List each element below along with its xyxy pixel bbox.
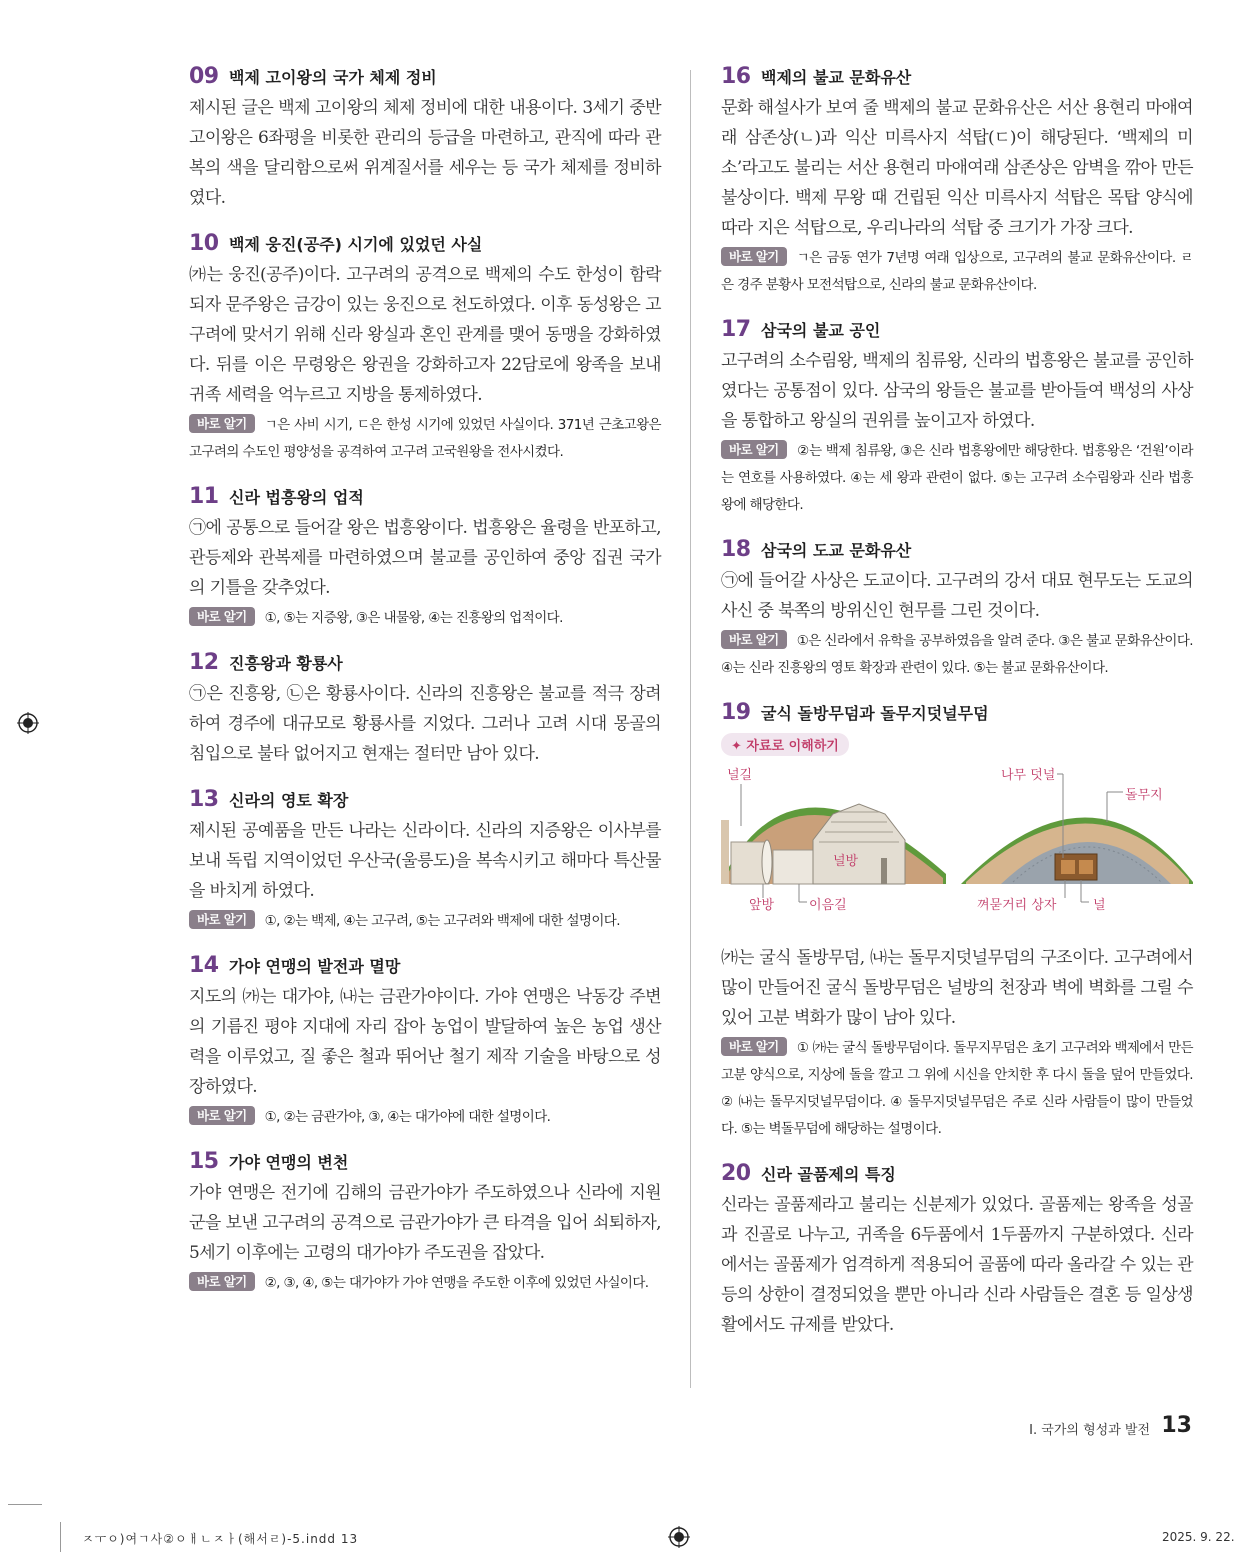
question-number: 20 [721,1161,751,1186]
left-column [189,64,661,1315]
quick-tip-text: ②는 백제 침류왕, ③은 신라 법흥왕에만 해당한다. 법흥왕은 ‘건원’이라는 연호를 사용하였다. ④는 세 왕과 관련이 없다. ⑤는 고구려 소수림왕과 신라 법흥왕에 해당한다. [721,443,1193,513]
quick-tip [189,1104,661,1131]
question-number: 17 [721,317,751,342]
question-title: 백제 고이왕의 국가 체제 정비 [229,68,437,87]
question-16 [721,64,1193,299]
crop-mark [60,1522,61,1552]
quick-tip-text: ①, ⑤는 지증왕, ③은 내물왕, ④는 진흥왕의 업적이다. [264,610,563,626]
quick-tip-text: ㄱ은 금동 연가 7년명 여래 입상으로, 고구려의 불교 문화유산이다. ㄹ은 경주 분황사 모전석탑으로, 신라의 불교 문화유산이다. [721,250,1193,293]
question-body: 지도의 ㈎는 대가야, ㈏는 금관가야이다. 가야 연맹은 낙동강 주변의 기름진 평야 지대에 자리 잡아 농업이 발달하여 높은 농업 생산력을 이루었고, 질 좋은 철과 뛰어난 철기 제작 기술을 바탕으로 성장하였다. [189,987,661,1097]
label-ieumgil: 이음길 [809,898,847,913]
question-20 [721,1161,1193,1340]
label-apbang: 앞방 [749,898,775,913]
question-title: 삼국의 도교 문화유산 [761,541,912,560]
data-understanding-pill: ✦ 자료로 이해하기 [721,733,849,756]
question-14 [189,953,661,1131]
question-10 [189,231,661,466]
question-title: 신라 법흥왕의 업적 [229,488,364,507]
label-neol: 널 [1093,898,1106,913]
question-body: 제시된 공예품을 만든 나라는 신라이다. 신라의 지증왕은 이사부를 보내 독립 지역이었던 우산국(울릉도)을 복속시키고 해마다 특산물을 바치게 하였다. [189,821,661,901]
question-body: 고구려의 소수림왕, 백제의 침류왕, 신라의 법흥왕은 불교를 공인하였다는 공통점이 있다. 삼국의 왕들은 불교를 받아들여 백성의 사상을 통합하고 왕실의 권위를 높이고자 하였다. [721,351,1193,431]
print-slug-filename: ㅈㅜㅇ)여ㄱ사②ㅇㅐㄴㅈㅏ(해서ㄹ)-5.indd 13 [82,1532,359,1546]
quick-tip [189,1270,661,1297]
question-12 [189,650,661,769]
question-number: 13 [189,787,219,812]
question-number: 10 [189,231,219,256]
question-15 [189,1149,661,1297]
quick-tip [721,245,1193,299]
footer-section-title: Ⅰ. 국가의 형성과 발전 [1029,1423,1150,1438]
quick-tip-text: ①, ②는 금관가야, ③, ④는 대가야에 대한 설명이다. [264,1109,551,1125]
quick-tip [721,438,1193,519]
question-number: 15 [189,1149,219,1174]
quick-tip [189,605,661,632]
page-number: 13 [1161,1413,1192,1438]
quick-tip-badge: 바로 알기 [721,440,787,459]
label-dolmuji: 돌무지 [1125,788,1163,803]
question-number: 11 [189,484,219,509]
quick-tip-text: ①, ②는 백제, ④는 고구려, ⑤는 고구려와 백제에 대한 설명이다. [264,913,620,929]
label-nubang: 널방 [833,854,859,869]
question-body: 문화 해설사가 보여 줄 백제의 불교 문화유산은 서산 용현리 마애여래 삼존상(ㄴ)과 익산 미륵사지 석탑(ㄷ)이 해당된다. ‘백제의 미소’라고도 불리는 서산 용현리 마애여래 삼존상은 암벽을 깎아 만든 불상이다. 백제 무왕 때 건립된 익산 미륵사지 석탑은 목탑 양식에 따라 지은 석탑으로, 우리나라의 석탑 중 크기가 가장 크다. [721,98,1193,238]
question-title: 굴식 돌방무덤과 돌무지덧널무덤 [761,704,989,723]
question-13 [189,787,661,935]
question-body: 가야 연맹은 전기에 김해의 금관가야가 주도하였으나 신라에 지원군을 보낸 고구려의 공격으로 금관가야가 큰 타격을 입어 쇠퇴하자, 5세기 이후에는 고령의 대가야가 주도권을 잡았다. [189,1183,661,1263]
quick-tip-badge: 바로 알기 [189,607,255,626]
quick-tip [721,1035,1193,1143]
question-11 [189,484,661,632]
right-column [721,64,1193,1358]
column-divider [690,70,691,1388]
quick-tip-text: ① ㈎는 굴식 돌방무덤이다. 돌무지무덤은 초기 고구려와 백제에서 만든 고분 양식으로, 지상에 돌을 깔고 그 위에 시신을 안치한 후 다시 돌을 덮어 만들었다. ② ㈏는 돌무지덧널무덤이다. ④ 돌무지덧널무덤은 주로 신라 사람들이 많이 만들었다. ⑤는 벽돌무덤에 해당하는 설명이다. [721,1040,1193,1137]
quick-tip-badge: 바로 알기 [721,630,787,649]
question-body: ㉠에 공통으로 들어갈 왕은 법흥왕이다. 법흥왕은 율령을 반포하고, 관등제와 관복제를 마련하였으며 불교를 공인하여 중앙 집권 국가의 기틀을 갖추었다. [189,518,661,598]
question-body: ㈎는 굴식 돌방무덤, ㈏는 돌무지덧널무덤의 구조이다. 고구려에서 많이 만들어진 굴식 돌방무덤은 널방의 천장과 벽에 벽화를 그릴 수 있어 고분 벽화가 많이 남아 있다. [721,948,1193,1028]
question-17 [721,317,1193,519]
label-neolgil: 널길 [727,768,753,783]
question-body: ㈎는 웅진(공주)이다. 고구려의 공격으로 백제의 수도 한성이 함락되자 문주왕은 금강이 있는 웅진으로 천도하였다. 이후 동성왕은 고구려에 맞서기 위해 신라 왕실과 혼인 관계를 맺어 동맹을 강화하였다. 뒤를 이은 무령왕은 왕권을 강화하고자 22담로에 왕족을 보내 귀족 세력을 억누르고 지방을 통제하였다. [189,265,661,405]
quick-tip-badge: 바로 알기 [721,1037,787,1056]
question-number: 14 [189,953,219,978]
question-title: 가야 연맹의 변천 [229,1153,349,1172]
quick-tip-badge: 바로 알기 [189,414,255,433]
quick-tip-text: ㄱ은 사비 시기, ㄷ은 한성 시기에 있었던 사실이다. 371년 근초고왕은 고구려의 수도인 평양성을 공격하여 고구려 고국원왕을 전사시켰다. [189,417,661,460]
label-namu-deotneol: 나무 덧널 [1001,768,1056,783]
question-body: 신라는 골품제라고 불리는 신분제가 있었다. 골품제는 왕족을 성골과 진골로 나누고, 귀족을 6두품에서 1두품까지 구분하였다. 신라에서는 골품제가 엄격하게 적용되어 골품에 따라 올라갈 수 있는 관등의 상한이 결정되었을 뿐만 아니라 신라 사람들은 결혼 등 일상생활에서도 규제를 받았다. [721,1195,1193,1335]
question-number: 18 [721,537,751,562]
question-09 [189,64,661,213]
question-number: 19 [721,700,751,725]
question-number: 12 [189,650,219,675]
question-number: 16 [721,64,751,89]
quick-tip-text: ②, ③, ④, ⑤는 대가야가 가야 연맹을 주도한 이후에 있었던 사실이다. [264,1275,649,1291]
quick-tip-badge: 바로 알기 [189,910,255,929]
quick-tip-badge: 바로 알기 [189,1272,255,1291]
question-body: 제시된 글은 백제 고이왕의 체제 정비에 대한 내용이다. 3세기 중반 고이왕은 6좌평을 비롯한 관리의 등급을 마련하고, 관직에 따라 관복의 색을 달리함으로써 위계질서를 세우는 등 국가 체제를 정비하였다. [189,98,661,208]
quick-tip-badge: 바로 알기 [189,1106,255,1125]
tomb-structure-diagram [721,762,1193,937]
question-title: 신라 골품제의 특징 [761,1165,896,1184]
question-body: ㉠에 들어갈 사상은 도교이다. 고구려의 강서 대묘 현무도는 도교의 사신 중 북쪽의 방위신인 현무를 그린 것이다. [721,571,1193,621]
question-body: ㉠은 진흥왕, ㉡은 황룡사이다. 신라의 진흥왕은 불교를 적극 장려하여 경주에 대규모로 황룡사를 지었다. 그러나 고려 시대 몽골의 침입으로 불타 없어지고 현재는 절터만 남아 있다. [189,684,661,764]
quick-tip [189,908,661,935]
quick-tip [721,628,1193,682]
question-title: 가야 연맹의 발전과 멸망 [229,957,401,976]
quick-tip [189,412,661,466]
tomb-cross-section-illustration [721,762,1193,937]
label-kkyeomulgeori-box: 껴묻거리 상자 [977,898,1057,913]
quick-tip-text: ①은 신라에서 유학을 공부하였음을 알려 준다. ③은 불교 문화유산이다. ④는 신라 진흥왕의 영토 확장과 관련이 있다. ⑤는 불교 문화유산이다. [721,633,1193,676]
question-number: 09 [189,64,219,89]
print-slug-date: 2025. 9. 22. [1162,1530,1235,1544]
question-title: 삼국의 불교 공인 [761,321,881,340]
registration-mark-icon [668,1526,690,1548]
question-title: 진흥왕과 황룡사 [229,654,343,673]
question-18 [721,537,1193,682]
question-title: 신라의 영토 확장 [229,791,349,810]
quick-tip-badge: 바로 알기 [721,247,787,266]
registration-mark-icon [17,712,39,734]
question-19 [721,700,1193,1143]
crop-mark [8,1504,42,1505]
question-title: 백제 웅진(공주) 시기에 있었던 사실 [229,235,483,254]
question-title: 백제의 불교 문화유산 [761,68,912,87]
